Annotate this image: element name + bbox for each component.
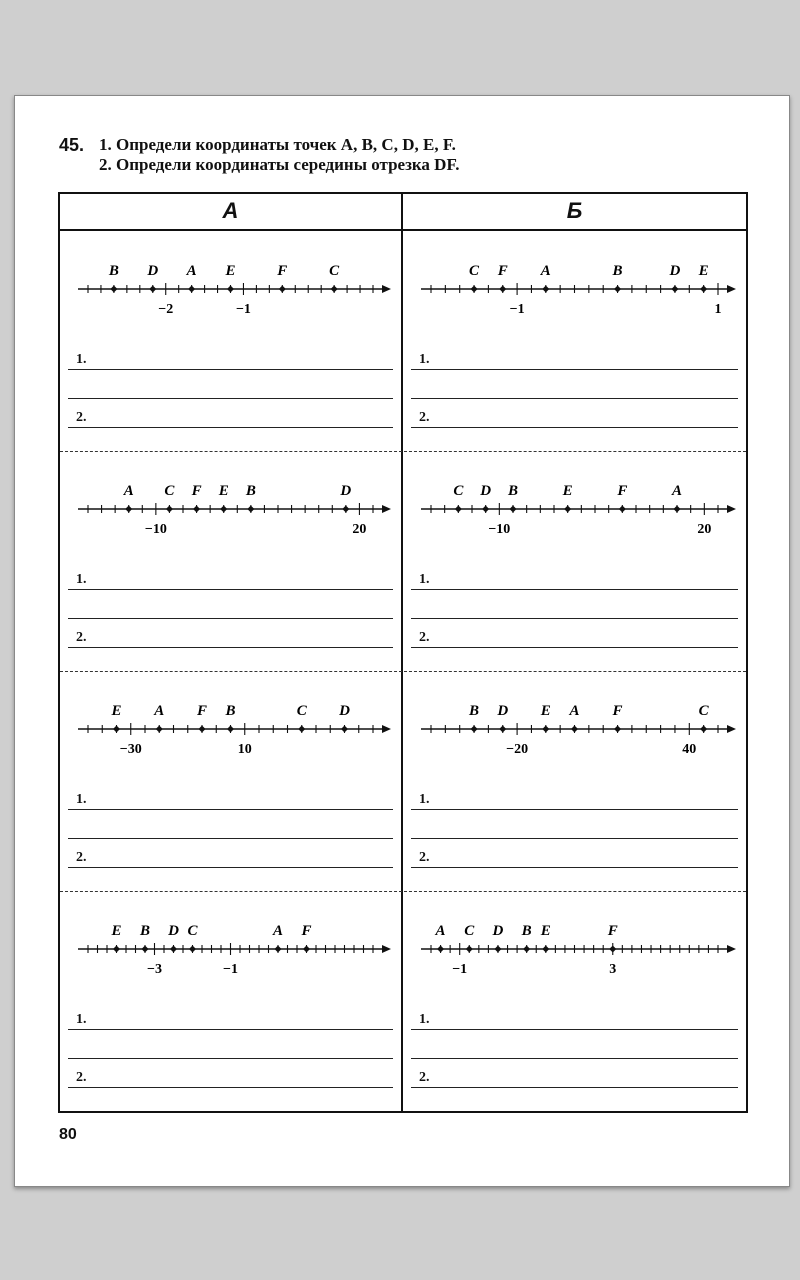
- point-marker: [523, 946, 530, 953]
- point-marker: [331, 286, 338, 293]
- axis-arrow: [382, 945, 391, 953]
- axis-arrow: [382, 505, 391, 513]
- point-marker: [193, 506, 200, 513]
- point-marker: [303, 946, 310, 953]
- answer-label-1: 1.: [419, 352, 430, 367]
- axis-arrow: [727, 505, 736, 513]
- point-label: B: [108, 263, 119, 279]
- answer-label-1: 1.: [76, 352, 87, 367]
- point-marker: [342, 506, 349, 513]
- point-label: E: [218, 483, 229, 499]
- point-label: E: [111, 703, 122, 719]
- point-label: A: [123, 483, 134, 499]
- number-line: [60, 231, 401, 331]
- point-marker: [227, 286, 234, 293]
- point-label: F: [277, 263, 288, 279]
- number-line: [60, 671, 401, 771]
- point-label: E: [225, 263, 236, 279]
- point-marker: [247, 506, 254, 513]
- point-label: C: [329, 263, 340, 279]
- point-marker: [437, 946, 444, 953]
- point-marker: [471, 286, 478, 293]
- point-label: C: [164, 483, 175, 499]
- point-marker: [499, 286, 506, 293]
- point-marker: [298, 726, 305, 733]
- task-number: 45.: [59, 135, 85, 155]
- point-marker: [700, 726, 707, 733]
- number-line: [403, 451, 746, 551]
- tick-value-label: 1: [714, 302, 722, 317]
- point-label: B: [507, 483, 519, 499]
- point-label: B: [225, 703, 236, 719]
- point-marker: [466, 946, 473, 953]
- answer-line[interactable]: [68, 1058, 393, 1059]
- point-marker: [125, 506, 132, 513]
- point-label: C: [296, 703, 307, 719]
- answer-line[interactable]: [68, 867, 393, 868]
- axis-arrow: [727, 945, 736, 953]
- point-label: F: [607, 923, 618, 939]
- point-label: B: [245, 483, 256, 499]
- point-label: D: [669, 263, 681, 279]
- cell-row-3-col-a: [60, 671, 401, 891]
- point-label: F: [301, 923, 312, 939]
- point-marker: [142, 946, 149, 953]
- point-label: C: [698, 703, 709, 719]
- point-label: D: [168, 923, 179, 939]
- answer-line[interactable]: [68, 427, 393, 428]
- point-marker: [110, 286, 117, 293]
- answer-line[interactable]: [411, 838, 738, 839]
- point-marker: [189, 946, 196, 953]
- point-marker: [156, 726, 163, 733]
- point-marker: [614, 286, 621, 293]
- answer-label-1: 1.: [419, 572, 430, 587]
- answer-line[interactable]: [68, 369, 393, 370]
- point-marker: [499, 726, 506, 733]
- point-marker: [170, 946, 177, 953]
- answer-label-2: 2.: [419, 1070, 430, 1085]
- point-label: A: [569, 703, 580, 719]
- tick-value-label: −1: [452, 962, 468, 977]
- cell-row-2-col-b: [403, 451, 746, 671]
- number-line: [60, 451, 401, 551]
- answer-line[interactable]: [411, 398, 738, 399]
- answer-label-1: 1.: [76, 1012, 87, 1027]
- answer-line[interactable]: [68, 1087, 393, 1088]
- point-label: C: [453, 483, 464, 499]
- number-line: [60, 891, 401, 991]
- point-label: D: [497, 703, 509, 719]
- point-marker: [275, 946, 282, 953]
- point-marker: [674, 506, 681, 513]
- point-label: E: [562, 483, 573, 499]
- axis-arrow: [727, 285, 736, 293]
- point-label: F: [612, 703, 623, 719]
- point-marker: [455, 506, 462, 513]
- tick-value-label: 20: [352, 522, 367, 537]
- point-label: D: [147, 263, 159, 279]
- answer-label-2: 2.: [419, 410, 430, 425]
- answer-line[interactable]: [411, 1029, 738, 1030]
- point-label: D: [340, 483, 352, 499]
- point-label: E: [540, 923, 551, 939]
- point-marker: [149, 286, 156, 293]
- answer-line[interactable]: [68, 647, 393, 648]
- point-label: B: [469, 703, 480, 719]
- tick-value-label: −1: [509, 302, 525, 317]
- tick-value-label: 40: [682, 742, 697, 757]
- cell-row-1-col-b: [403, 231, 746, 451]
- point-marker: [564, 506, 571, 513]
- tick-value-label: 3: [609, 962, 617, 977]
- point-label: A: [154, 703, 165, 719]
- answer-label-2: 2.: [76, 410, 87, 425]
- point-marker: [614, 726, 621, 733]
- answer-label-2: 2.: [76, 630, 87, 645]
- point-label: A: [540, 263, 551, 279]
- point-label: A: [272, 923, 284, 939]
- point-label: B: [139, 923, 151, 939]
- point-marker: [220, 506, 227, 513]
- page-number: 80: [59, 1126, 77, 1143]
- answer-line[interactable]: [411, 867, 738, 868]
- point-marker: [341, 726, 348, 733]
- answer-label-2: 2.: [76, 1070, 87, 1085]
- point-label: D: [339, 703, 350, 719]
- answer-line[interactable]: [68, 398, 393, 399]
- point-marker: [542, 286, 549, 293]
- tick-value-label: −10: [488, 522, 511, 537]
- point-marker: [510, 506, 517, 513]
- task-line-1: 1. Определи координаты точек A, B, C, D, E, F.: [99, 135, 456, 154]
- answer-line[interactable]: [411, 809, 738, 810]
- point-label: E: [698, 263, 709, 279]
- column-header-a: А: [222, 198, 239, 223]
- point-marker: [671, 286, 678, 293]
- answer-line[interactable]: [411, 1087, 738, 1088]
- point-marker: [279, 286, 286, 293]
- point-marker: [166, 506, 173, 513]
- tick-value-label: −30: [119, 742, 142, 757]
- answer-line[interactable]: [68, 618, 393, 619]
- number-line: [403, 891, 746, 991]
- point-marker: [113, 946, 120, 953]
- answer-label-2: 2.: [76, 850, 87, 865]
- point-marker: [188, 286, 195, 293]
- answer-label-1: 1.: [76, 572, 87, 587]
- point-marker: [113, 726, 120, 733]
- point-marker: [700, 286, 707, 293]
- answer-line[interactable]: [68, 589, 393, 590]
- tick-value-label: −1: [235, 302, 251, 317]
- point-marker: [199, 726, 206, 733]
- point-label: C: [187, 923, 198, 939]
- cell-row-1-col-a: [60, 231, 401, 451]
- axis-arrow: [382, 285, 391, 293]
- cell-row-3-col-b: [403, 671, 746, 891]
- point-label: E: [540, 703, 551, 719]
- tick-value-label: −10: [144, 522, 167, 537]
- point-label: A: [435, 923, 446, 939]
- answer-label-2: 2.: [419, 850, 430, 865]
- tick-value-label: −3: [147, 962, 162, 977]
- point-label: A: [186, 263, 197, 279]
- point-label: B: [521, 923, 532, 939]
- task-line-2: 2. Определи координаты середины отрезка DF.: [99, 155, 460, 174]
- answer-table: [58, 192, 748, 1113]
- answer-label-1: 1.: [419, 792, 430, 807]
- axis-arrow: [727, 725, 736, 733]
- cell-row-4-col-b: [403, 891, 746, 1111]
- worksheet-page: [14, 95, 790, 1187]
- point-marker: [542, 946, 549, 953]
- tick-value-label: −1: [223, 962, 238, 977]
- point-label: F: [191, 483, 202, 499]
- answer-line[interactable]: [411, 647, 738, 648]
- answer-line[interactable]: [411, 427, 738, 428]
- number-line: [403, 671, 746, 771]
- point-label: E: [111, 923, 122, 939]
- answer-line[interactable]: [411, 618, 738, 619]
- answer-line[interactable]: [68, 838, 393, 839]
- cell-row-4-col-a: [60, 891, 401, 1111]
- answer-label-2: 2.: [419, 630, 430, 645]
- answer-line[interactable]: [411, 1058, 738, 1059]
- point-marker: [619, 506, 626, 513]
- point-marker: [542, 726, 549, 733]
- answer-line[interactable]: [411, 589, 738, 590]
- point-label: F: [196, 703, 208, 719]
- point-marker: [494, 946, 501, 953]
- tick-value-label: 10: [237, 742, 252, 757]
- column-header-b: Б: [566, 198, 583, 223]
- point-label: F: [617, 483, 628, 499]
- cell-row-2-col-a: [60, 451, 401, 671]
- point-label: C: [469, 263, 480, 279]
- answer-line[interactable]: [68, 1029, 393, 1030]
- point-label: A: [671, 483, 683, 499]
- point-label: F: [497, 263, 508, 279]
- point-label: C: [464, 923, 475, 939]
- tick-value-label: 20: [697, 522, 712, 537]
- point-marker: [227, 726, 234, 733]
- point-marker: [609, 946, 616, 953]
- point-marker: [471, 726, 478, 733]
- tick-value-label: −20: [506, 742, 529, 757]
- point-label: B: [612, 263, 623, 279]
- answer-line[interactable]: [68, 809, 393, 810]
- axis-arrow: [382, 725, 391, 733]
- answer-label-1: 1.: [419, 1012, 430, 1027]
- point-marker: [571, 726, 578, 733]
- number-line: [403, 231, 746, 331]
- answer-line[interactable]: [411, 369, 738, 370]
- point-marker: [482, 506, 489, 513]
- point-label: D: [480, 483, 492, 499]
- tick-value-label: −2: [158, 302, 174, 317]
- point-label: D: [492, 923, 504, 939]
- answer-label-1: 1.: [76, 792, 87, 807]
